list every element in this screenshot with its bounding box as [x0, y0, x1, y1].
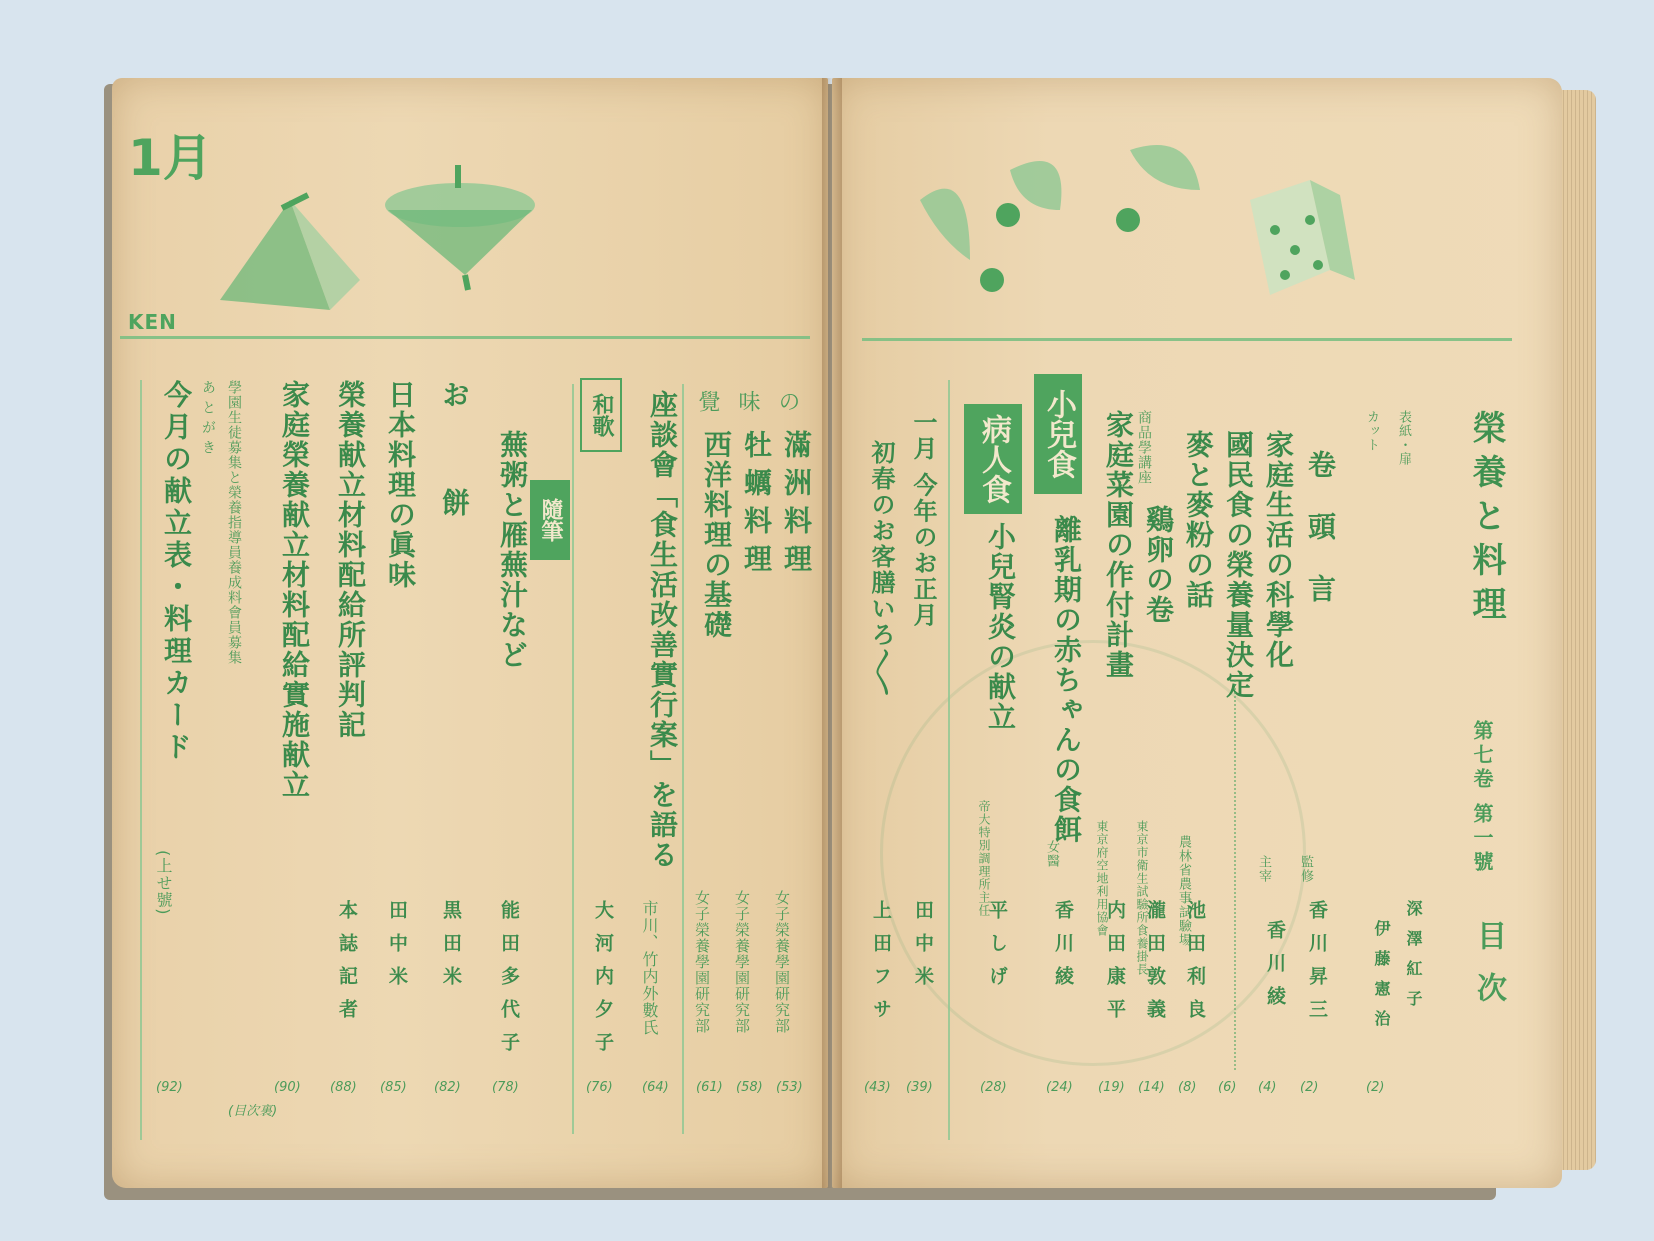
essay-badge: 隨筆 — [530, 480, 570, 560]
entry-author: 田中米 — [912, 900, 934, 999]
entry-affiliation: 主宰 — [1256, 855, 1271, 883]
toc-entry — [1040, 380, 1086, 1140]
credit-label: カット — [1364, 410, 1379, 452]
entry-author: 内田康平 — [1104, 900, 1126, 1032]
page-number: (76) — [586, 1080, 613, 1095]
entry-title: 一月 今年のお正月 — [909, 410, 938, 629]
page-number: (4) — [1258, 1080, 1277, 1095]
page-number: (85) — [380, 1080, 407, 1095]
page-number: (90) — [274, 1080, 301, 1095]
sick-food-badge: 病人食 — [964, 404, 1022, 514]
toc-entry — [1172, 380, 1218, 1140]
illustrator-credit: KEN — [128, 310, 177, 334]
cut-credit — [1360, 380, 1406, 1140]
entry-note: (上せ號) — [154, 850, 173, 916]
toc-entry — [150, 380, 196, 1140]
entry-title: 學園生徒募集と榮養指導員養成料會員募集 — [226, 380, 242, 665]
entry-title: 初春のお客膳いろ〳〵 — [867, 440, 896, 698]
credit-label: 表紙・扉 — [1396, 410, 1411, 466]
entry-author: 女子榮養學園研究部 — [733, 890, 751, 1034]
entry-affiliation: 女醫 — [1044, 840, 1059, 868]
entry-author: 瀧田敦義 — [1144, 900, 1166, 1032]
entry-author: 香川綾 — [1264, 920, 1286, 1019]
page-number: (24) — [1046, 1080, 1073, 1095]
entry-title: 國民食の榮養量決定 — [1222, 430, 1255, 700]
credit-name: 伊藤憲治 — [1372, 920, 1391, 1040]
page-number: (2) — [1366, 1080, 1385, 1095]
page-number: (53) — [776, 1080, 803, 1095]
entry-author: 香川昇三 — [1306, 900, 1328, 1032]
entry-title: 座談會「食生活改善實行案」を語る — [646, 390, 679, 870]
entry-title: 西洋料理の基礎 — [700, 430, 733, 640]
entry-title: お餅 — [438, 380, 471, 596]
entry-author: 池田利良 — [1184, 900, 1206, 1032]
spinning-top-illustration — [190, 160, 550, 330]
section-divider — [948, 380, 950, 1140]
entry-tag: 味 — [735, 390, 760, 413]
entry-author: 大河内夕子 — [592, 900, 614, 1065]
entry-affiliation: 監修 — [1298, 855, 1313, 883]
waka-badge: 和歌 — [580, 378, 622, 452]
credit-name: 深澤紅子 — [1404, 900, 1423, 1020]
entry-title: 麥と麥粉の話 — [1182, 430, 1215, 610]
entry-title: 今月の献立表・料理カード — [160, 380, 193, 764]
entry-title: 蕪粥と雁蕪汁など — [496, 430, 529, 670]
entry-prefix: 商品學講座 — [1136, 410, 1152, 485]
section-divider — [682, 384, 684, 1134]
contents-label: 目次 — [1471, 920, 1506, 1024]
toc-entry — [324, 380, 370, 1140]
toc-entry — [374, 380, 420, 1140]
right-header-rule — [862, 338, 1512, 341]
page-number: (39) — [906, 1080, 933, 1095]
entry-title: 榮養献立材料配給所評判記 — [334, 380, 367, 740]
entry-author: 女子榮養學園研究部 — [693, 890, 711, 1034]
toc-entry — [858, 380, 904, 1140]
toc-entry — [268, 380, 314, 1140]
toc-entry — [636, 380, 682, 1140]
entry-author: 能田多代子 — [498, 900, 520, 1065]
entry-title: 家庭菜園の作付計畫 — [1102, 410, 1135, 680]
entry-author: 田中米 — [386, 900, 408, 999]
entry-author: 香川綾 — [1052, 900, 1074, 999]
page-number: (92) — [156, 1080, 183, 1095]
toc-entry — [428, 380, 474, 1140]
child-food-badge: 小兒食 — [1034, 374, 1082, 494]
book-gutter — [822, 78, 842, 1188]
entry-tag: の — [775, 390, 800, 413]
toc-entry — [974, 380, 1020, 1140]
shuttlecock-dice-illustration — [900, 120, 1400, 320]
page-number: (2) — [1300, 1080, 1319, 1095]
magazine-title: 榮養と料理 — [1466, 410, 1506, 630]
entry-affiliation: 東京市衛生試驗所食養掛長 — [1135, 820, 1149, 976]
page-number: (8) — [1178, 1080, 1197, 1095]
entry-author: 本誌記者 — [336, 900, 358, 1032]
toc-entry — [196, 380, 242, 1140]
toc-entry — [1252, 380, 1298, 1140]
entry-title: 日本料理の眞味 — [384, 380, 417, 590]
entry-author: 平しげ — [986, 900, 1008, 999]
volume-number: 第七卷 第一號 — [1470, 720, 1494, 875]
entry-subtitle: あとがき — [200, 380, 216, 460]
entry-author: 女子榮養學園研究部 — [773, 890, 791, 1034]
entry-title: 小兒腎炎の献立 — [984, 522, 1017, 732]
page-number: (目次裏) — [228, 1104, 278, 1119]
month-heading: 1月 — [128, 129, 213, 187]
entry-title: 家庭榮養献立材料配給實施献立 — [278, 380, 311, 800]
entry-tag: 覺 — [695, 390, 720, 413]
entry-affiliation: 帝大特別調理所主任 — [977, 800, 991, 917]
left-border-rule — [140, 380, 142, 1140]
entry-title: 離乳期の赤ちゃんの食餌 — [1050, 515, 1083, 845]
page-number: (61) — [696, 1080, 723, 1095]
entry-title: 鷄卵の卷 — [1142, 505, 1175, 625]
page-number: (64) — [642, 1080, 669, 1095]
page-number: (43) — [864, 1080, 891, 1095]
entry-affiliation: 農林省農事試驗場 — [1176, 835, 1191, 947]
toc-entry — [1212, 380, 1258, 1140]
toc-entry — [486, 380, 532, 1140]
toc-entry — [1132, 380, 1178, 1140]
entry-author: 黒田米 — [440, 900, 462, 999]
page-number: (88) — [330, 1080, 357, 1095]
toc-entry — [900, 380, 946, 1140]
page-number: (19) — [1098, 1080, 1125, 1095]
section-divider — [572, 384, 574, 1134]
page-number: (28) — [980, 1080, 1007, 1095]
left-header-rule — [120, 336, 810, 339]
toc-entry — [690, 380, 736, 1140]
toc-entry — [1092, 380, 1138, 1140]
toc-entry — [770, 380, 816, 1140]
entry-affiliation: 東京府空地利用協會 — [1095, 820, 1109, 937]
toc-entry — [730, 380, 776, 1140]
page-number: (6) — [1218, 1080, 1237, 1095]
page-edges — [1556, 90, 1596, 1170]
entry-author: 市川、竹内外數氏 — [640, 900, 659, 1036]
page-number: (14) — [1138, 1080, 1165, 1095]
entry-title: 滿洲料理 — [780, 430, 813, 582]
page-number: (78) — [492, 1080, 519, 1095]
toc-entry — [580, 380, 626, 1140]
entry-author: 上田フサ — [870, 900, 892, 1032]
page-number: (82) — [434, 1080, 461, 1095]
page-number: (58) — [736, 1080, 763, 1095]
entry-title: 家庭生活の科學化 — [1262, 430, 1295, 670]
toc-entry — [1294, 380, 1340, 1140]
entry-title: 卷頭言 — [1304, 450, 1337, 636]
entry-title: 牡蠣料理 — [740, 430, 773, 582]
